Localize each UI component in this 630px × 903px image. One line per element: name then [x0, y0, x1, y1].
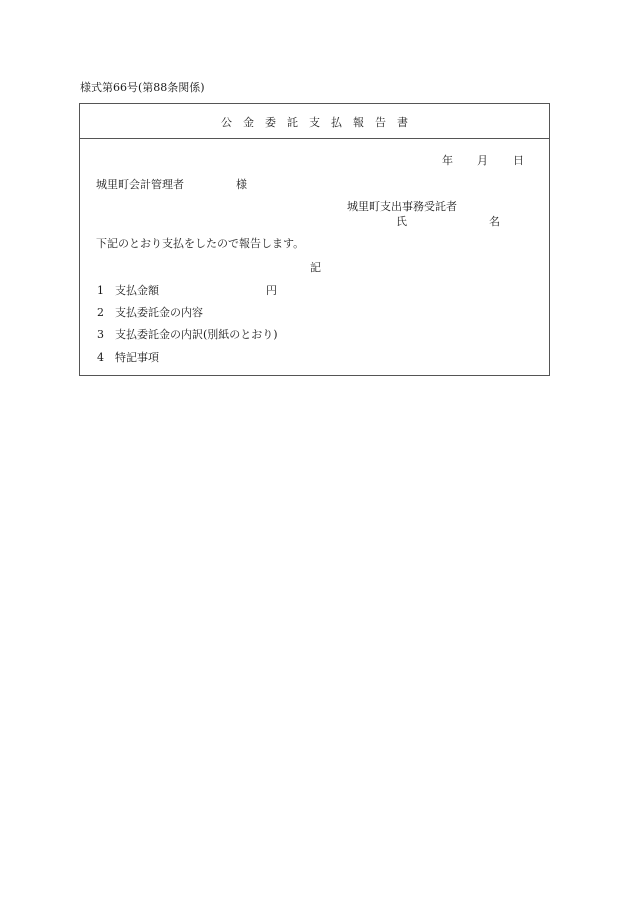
- yen-unit: 円: [266, 284, 277, 297]
- item-trust-content: 支払委託金の内容: [115, 306, 203, 319]
- date-day-label: 日: [513, 154, 524, 167]
- date-month-label: 月: [477, 154, 488, 167]
- item-number-3: 3: [97, 328, 104, 341]
- addressee-name: 城里町会計管理者: [96, 178, 184, 191]
- item-trust-breakdown: 支払委託金の内訳(別紙のとおり): [115, 328, 278, 341]
- item-number-4: 4: [97, 351, 104, 364]
- addressee-honorific: 様: [236, 178, 247, 191]
- item-payment-amount: 支払金額: [115, 284, 159, 297]
- ki-heading: 記: [310, 261, 321, 274]
- item-number-1: 1: [97, 284, 104, 297]
- item-special-notes: 特記事項: [115, 351, 159, 364]
- form-title: 公金委託支払報告書: [221, 116, 419, 129]
- report-statement: 下記のとおり支払をしたので報告します。: [96, 237, 305, 250]
- report-form: [79, 103, 550, 376]
- trustee-name-label-first: 氏: [396, 215, 407, 228]
- date-year-label: 年: [442, 154, 453, 167]
- trustee-name-label-second: 名: [489, 215, 500, 228]
- title-divider: [80, 138, 549, 139]
- item-number-2: 2: [97, 306, 104, 319]
- trustee-title: 城里町支出事務受託者: [347, 200, 457, 213]
- form-number-label: 様式第66号(第88条関係): [80, 81, 205, 94]
